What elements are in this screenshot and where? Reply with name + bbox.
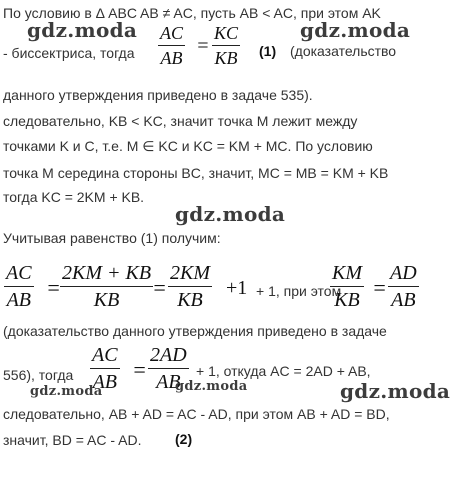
fraction-ad-ab <box>388 263 419 310</box>
fraction-denominator: AB <box>92 371 117 393</box>
fraction-numerator: 2KM <box>168 263 212 287</box>
fraction-ac-ab <box>158 24 185 67</box>
fraction-numerator: KC <box>212 24 240 46</box>
equals-sign: = <box>372 275 387 300</box>
line-13-text: значит, BD = AC - AD. <box>3 432 142 448</box>
equation-label-2: (2) <box>175 431 193 447</box>
fraction-numerator: KM <box>330 263 364 287</box>
line-1: По условию в Δ ABC AB ≠ AC, пусть AB < AC, при этом AK <box>3 5 381 21</box>
line-4: следовательно, KB < KC, значит точка M лежит между <box>3 113 358 129</box>
fraction-denominator: AB <box>160 48 183 68</box>
fraction-denominator: AB <box>6 289 31 311</box>
line-8: Учитывая равенство (1) получим: <box>3 230 221 246</box>
fraction-denominator: AB <box>391 289 416 311</box>
fraction-numerator: AD <box>388 263 419 287</box>
fraction-numerator: AC <box>4 263 34 287</box>
equals-sign: = <box>152 275 167 300</box>
fraction-denominator: AB <box>156 371 181 393</box>
fraction-2km-kb <box>60 263 153 310</box>
watermark-bottom-left: gdz.moda <box>30 384 103 399</box>
line-11-text: 556), тогда <box>3 367 74 383</box>
line-10: (доказательство данного утверждения приведено в задаче <box>3 323 387 339</box>
fraction-2km-over-kb <box>168 263 212 310</box>
line-11-rest: + 1, откуда AC = 2AD + AB, <box>196 363 371 379</box>
equals-sign: = <box>46 275 61 300</box>
fraction-numerator: 2KM + KB <box>60 263 153 287</box>
line-9-text: + 1, при этом <box>256 283 342 299</box>
watermark-top-left: gdz.moda <box>27 18 138 42</box>
fraction-km-kb <box>330 263 364 310</box>
line-5: точками K и C, т.е. M ∈ KC и KC = KM + MC. По условию <box>3 138 373 154</box>
fraction-numerator: AC <box>158 24 185 46</box>
line-2-note: (доказательство <box>290 43 397 59</box>
equals-sign: = <box>196 35 210 57</box>
fraction-denominator: KB <box>177 289 203 311</box>
watermark-middle: gdz.moda <box>175 202 286 226</box>
fraction-numerator: 2AD <box>148 345 189 369</box>
watermark-top-right: gdz.moda <box>300 18 411 42</box>
fraction-denominator: KB <box>334 289 360 311</box>
fraction-denominator: KB <box>214 48 238 68</box>
fraction-denominator: KB <box>93 289 120 311</box>
equals-sign: = <box>132 357 147 382</box>
watermark-bottom-right: gdz.moda <box>340 379 450 403</box>
line-3: данного утверждения приведено в задаче 535). <box>3 87 313 103</box>
plus-one: +1 <box>226 277 248 299</box>
line-12: следовательно, AB + AD = AC - AD, при этом AB + AD = BD, <box>3 406 390 422</box>
fraction-ac-ab-2 <box>4 263 34 310</box>
line-6: точка M середина стороны BC, значит, MC = MB = KM + KB <box>3 165 389 181</box>
watermark-bottom-center: gdz.moda <box>175 379 248 394</box>
fraction-kc-kb <box>212 24 240 67</box>
fraction-numerator: AC <box>90 345 120 369</box>
line-2-text: - биссектриса, тогда <box>3 45 135 61</box>
line-7: тогда KC = 2KM + KB. <box>3 189 145 205</box>
equation-label-1: (1) <box>259 43 277 59</box>
